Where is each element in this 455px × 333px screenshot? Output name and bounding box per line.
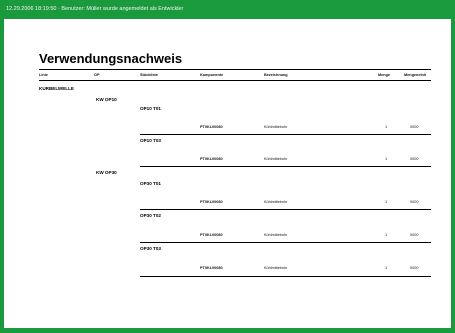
einheit-cell: 0000 — [410, 157, 419, 161]
row-rule — [140, 134, 431, 135]
stueckliste-label: OP10 T03 — [140, 138, 161, 143]
op-label: KW OP10 — [96, 97, 117, 102]
row-rule — [140, 242, 431, 243]
bezeichnung-cell: Kühlmittelrohr — [264, 125, 288, 129]
menge-cell: 1 — [385, 125, 388, 129]
status-bar: 12.29.2006 18:19:50 · Benutzer: Müller wurde angemeldet als Entwickler — [0, 0, 455, 19]
menge-cell: 1 — [385, 233, 388, 237]
bezeichnung-cell: Kühlmittelrohr — [264, 157, 288, 161]
bezeichnung-cell: Kühlmittelrohr — [264, 266, 288, 270]
part-label: KURBELWELLE — [39, 86, 74, 91]
komponente-cell: PT0KL00080 — [200, 200, 223, 204]
report-title: Verwendungsnachweis — [39, 51, 183, 66]
row-rule — [140, 166, 431, 167]
column-header-stueckliste: Stückliste — [140, 73, 158, 77]
column-header-bezeichnung: Bezeichnung — [264, 73, 288, 77]
header-bottom-rule — [39, 80, 431, 81]
einheit-cell: 0000 — [410, 266, 419, 270]
einheit-cell: 0000 — [410, 233, 419, 237]
menge-cell: 1 — [385, 200, 388, 204]
stueckliste-label: OP30 T01 — [140, 181, 161, 186]
einheit-cell: 0000 — [410, 125, 419, 129]
stueckliste-label: OP30 T02 — [140, 213, 161, 218]
column-header-mengeneinheit: Mengeneinh — [404, 73, 427, 77]
komponente-cell: PT0KL00080 — [200, 125, 223, 129]
header-top-rule — [39, 69, 431, 70]
einheit-cell: 0000 — [410, 200, 419, 204]
stueckliste-label: OP30 T03 — [140, 246, 161, 251]
komponente-cell: PT0KL00080 — [200, 233, 223, 237]
menge-cell: 1 — [385, 157, 388, 161]
column-header-linie: Linie — [39, 73, 48, 77]
bezeichnung-cell: Kühlmittelrohr — [264, 200, 288, 204]
komponente-cell: PT0KL00080 — [200, 157, 223, 161]
menge-cell: 1 — [385, 266, 388, 270]
column-header-op: OP — [94, 73, 100, 77]
op-label: KW OP30 — [96, 170, 117, 175]
bezeichnung-cell: Kühlmittelrohr — [264, 233, 288, 237]
row-rule — [140, 276, 431, 277]
komponente-cell: PT0KL00080 — [200, 266, 223, 270]
row-rule — [140, 209, 431, 210]
stueckliste-label: OP10 T01 — [140, 106, 161, 111]
column-header-komponente: Komponente — [200, 73, 224, 77]
column-header-menge: Menge — [378, 73, 391, 77]
